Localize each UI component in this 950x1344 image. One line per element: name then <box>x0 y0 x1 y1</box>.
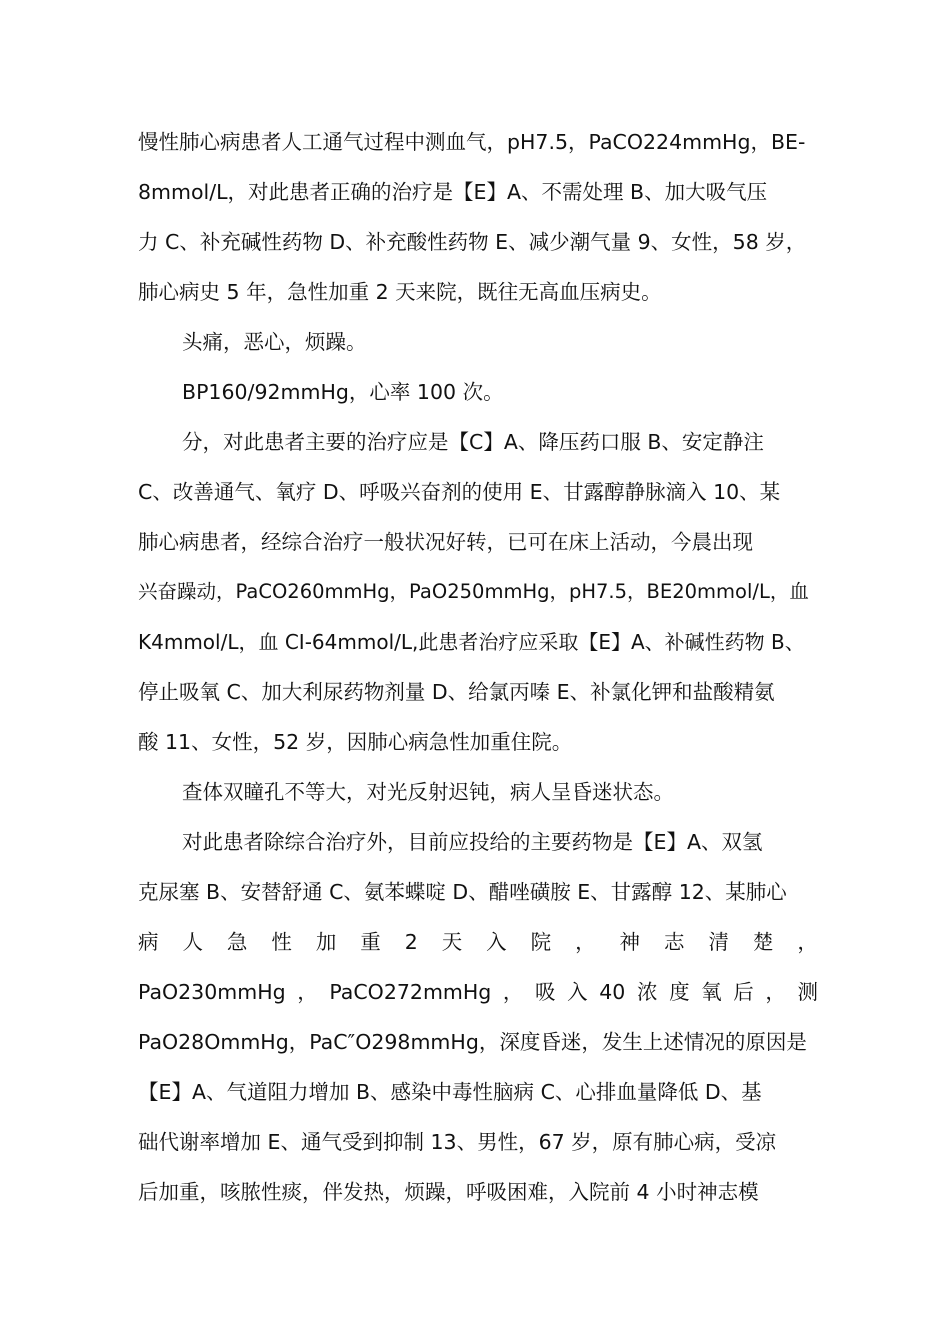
text-token: 病 <box>138 930 159 954</box>
text-token: ， <box>297 980 318 1004</box>
text-token: 2 <box>404 930 418 954</box>
text-line: 后加重，咳脓性痰，伴发热，烦躁，呼吸困难，入院前 4 小时神志模 <box>138 1180 759 1204</box>
justified-text-line <box>138 977 818 1007</box>
text-token: 性 <box>271 930 292 954</box>
text-token: 吸 <box>535 980 556 1004</box>
text-token: 急 <box>226 930 248 954</box>
text-line: 兴奋躁动，PaCO260mmHg，PaO250mmHg，pH7.5，BE20mmol/L，血 <box>138 580 809 603</box>
text-line: 头痛，恶心，烦躁。 <box>182 330 367 354</box>
text-token: 度 <box>669 980 690 1004</box>
text-line: 力 C、补充碱性药物 D、补充酸性药物 E、减少潮气量 9、女性，58 岁， <box>138 230 807 254</box>
text-line: BP160/92mmHg，心率 100 次。 <box>182 380 504 404</box>
text-token: 测 <box>797 980 818 1004</box>
text-token: PaO230mmHg <box>138 980 286 1004</box>
text-token: ， <box>575 930 596 954</box>
text-token: ， <box>765 980 786 1004</box>
text-line: 8mmol/L，对此患者正确的治疗是【E】A、不需处理 B、加大吸气压 <box>138 180 768 204</box>
text-line: PaO28OmmHg，PaC″O298mmHg，深度昏迷，发生上述情况的原因是 <box>138 1030 807 1054</box>
text-line: 慢性肺心病患者人工通气过程中测血气，pH7.5，PaCO224mmHg，BE- <box>138 130 806 154</box>
text-line: 停止吸氧 C、加大利尿药物剂量 D、给氯丙嗪 E、补氯化钾和盐酸精氨 <box>138 680 775 704</box>
text-token: 重 <box>360 930 381 954</box>
text-token: 入 <box>486 930 507 954</box>
text-token: 浓 <box>636 980 658 1004</box>
text-line: 肺心病患者，经综合治疗一般状况好转，已可在床上活动，今晨出现 <box>138 530 753 554</box>
text-token: 楚 <box>752 930 774 954</box>
text-line: 分，对此患者主要的治疗应是【C】A、降压药口服 B、安定静注 <box>182 430 764 454</box>
text-token: 后 <box>733 980 754 1004</box>
text-token: 院 <box>530 930 552 954</box>
text-token: 志 <box>663 930 685 954</box>
text-token: 清 <box>708 930 729 954</box>
text-token: ， <box>502 980 524 1004</box>
text-line: 肺心病史 5 年，急性加重 2 天来院，既往无高血压病史。 <box>138 280 662 304</box>
text-token: 加 <box>315 930 337 954</box>
text-token: 人 <box>182 930 203 954</box>
text-line: 础代谢率增加 E、通气受到抑制 13、男性，67 岁，原有肺心病，受凉 <box>138 1130 777 1154</box>
text-token: ， <box>797 930 818 954</box>
text-token: PaCO272mmHg <box>329 980 492 1004</box>
justified-text-line <box>138 927 818 957</box>
text-line: 【E】A、气道阻力增加 B、感染中毒性脑病 C、心排血量降低 D、基 <box>138 1080 762 1104</box>
text-line: 克尿塞 B、安替舒通 C、氨苯蝶啶 D、醋唑磺胺 E、甘露醇 12、某肺心 <box>138 880 787 904</box>
text-line: 对此患者除综合治疗外，目前应投给的主要药物是【E】A、双氢 <box>182 830 763 854</box>
text-line: 酸 11、女性，52 岁，因肺心病急性加重住院。 <box>138 730 573 754</box>
text-line: C、改善通气、氧疗 D、呼吸兴奋剂的使用 E、甘露醇静脉滴入 10、某 <box>138 480 781 504</box>
text-line: 查体双瞳孔不等大，对光反射迟钝，病人呈昏迷状态。 <box>182 780 674 804</box>
text-token: 天 <box>441 930 463 954</box>
text-line: K4mmol/L，血 CI-64mmol/L,此患者治疗应采取【E】A、补碱性药物 B、 <box>138 630 805 654</box>
text-token: 入 <box>567 980 588 1004</box>
text-token: 40 <box>599 980 626 1004</box>
text-token: 神 <box>619 930 641 954</box>
text-token: 氧 <box>701 980 722 1004</box>
